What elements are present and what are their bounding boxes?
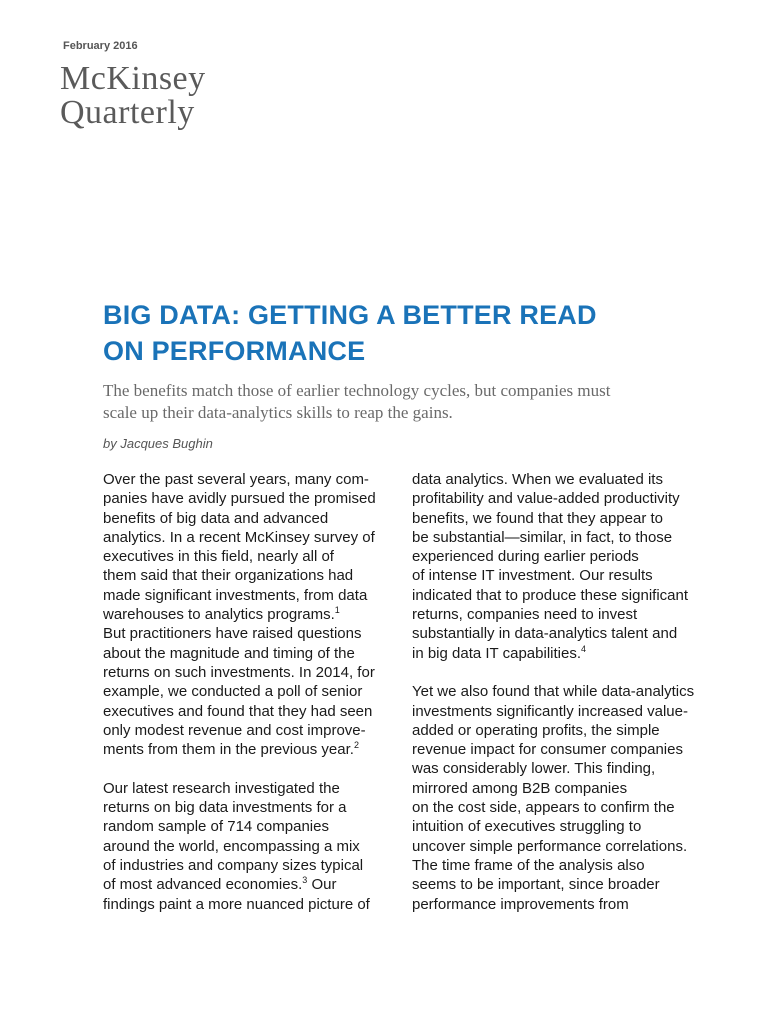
- body-line: Yet we also found that while data-analytics: [412, 683, 695, 701]
- body-text: ments from them in the previous year.: [103, 741, 354, 759]
- body-line: indicated that to produce these significant: [412, 586, 689, 604]
- body-line: returns on such investments. In 2014, for: [103, 663, 375, 681]
- body-line: data analytics. When we evaluated its: [412, 471, 663, 488]
- deck-line-1: The benefits match those of earlier technology cycles, but companies must: [103, 381, 611, 400]
- body-line: of industries and company sizes typical: [103, 856, 364, 874]
- body-text: warehouses to analytics programs.: [103, 606, 335, 624]
- body-line: only modest revenue and cost improve-: [103, 721, 366, 739]
- footnote-ref-2: 2: [353, 740, 359, 751]
- body-line: panies have avidly pursued the promised: [103, 490, 376, 508]
- article-title: [103, 297, 723, 369]
- body-line: [103, 740, 413, 759]
- body-line: revenue impact for consumer companies: [412, 741, 683, 759]
- body-line: executives and found that they had seen: [103, 702, 373, 720]
- body-line: executives in this field, nearly all of: [103, 548, 334, 566]
- body-line: [412, 644, 722, 663]
- body-line: random sample of 714 companies: [103, 818, 329, 836]
- body-line: benefits, we found that they appear to: [412, 509, 664, 527]
- body-line: [103, 605, 413, 624]
- body-line: on the cost side, appears to confirm the: [412, 799, 675, 817]
- body-line: [103, 875, 413, 894]
- paragraph-break: [103, 759, 413, 778]
- body-column-left: [103, 470, 413, 914]
- body-text: of most advanced economies.: [103, 876, 303, 894]
- body-line: findings paint a more nuanced picture of: [103, 895, 370, 913]
- body-line: substantially in data-analytics talent and: [412, 625, 678, 643]
- body-line: profitability and value-added productivity: [412, 490, 680, 508]
- body-line: around the world, encompassing a mix: [103, 837, 360, 855]
- body-line: be substantial—similar, in fact, to those: [412, 528, 673, 546]
- publication-logo: [60, 62, 206, 130]
- paragraph-break: [412, 663, 722, 682]
- footnote-ref-3: 3: [302, 875, 308, 886]
- body-line: investments significantly increased value-: [412, 702, 688, 720]
- body-line: of intense IT investment. Our results: [412, 567, 653, 585]
- body-line: returns on big data investments for a: [103, 799, 347, 817]
- body-line: The time frame of the analysis also: [412, 856, 645, 874]
- body-line: added or operating profits, the simple: [412, 721, 660, 739]
- body-line: But practitioners have raised questions: [103, 625, 362, 643]
- body-line: benefits of big data and advanced: [103, 509, 329, 527]
- body-line: returns, companies need to invest: [412, 606, 638, 624]
- body-line: mirrored among B2B companies: [412, 779, 628, 797]
- deck-line-2: scale up their data-analytics skills to reap the gains.: [103, 403, 453, 422]
- footnote-ref-1: 1: [334, 605, 340, 616]
- article-deck: [103, 380, 723, 424]
- body-line: performance improvements from: [412, 895, 629, 913]
- body-line: intuition of executives struggling to: [412, 818, 642, 836]
- body-line: about the magnitude and timing of the: [103, 644, 355, 662]
- body-column-right: [412, 470, 722, 914]
- body-line: Over the past several years, many com-: [103, 471, 369, 488]
- body-text: in big data IT capabilities.: [412, 644, 581, 662]
- footnote-ref-4: 4: [581, 643, 587, 654]
- article-title-line-1: BIG DATA: GETTING A BETTER READ: [103, 300, 597, 330]
- body-line: analytics. In a recent McKinsey survey of: [103, 528, 375, 546]
- body-line: example, we conducted a poll of senior: [103, 683, 363, 701]
- body-text: Our: [307, 876, 337, 894]
- logo-line-mckinsey: McKinsey: [60, 60, 206, 97]
- body-line: was considerably lower. This finding,: [412, 760, 656, 778]
- author-byline: by Jacques Bughin: [103, 436, 213, 451]
- body-line: experienced during earlier periods: [412, 548, 639, 566]
- body-line: made significant investments, from data: [103, 586, 368, 604]
- body-line: Our latest research investigated the: [103, 779, 340, 797]
- body-line: them said that their organizations had: [103, 567, 354, 585]
- body-line: uncover simple performance correlations.: [412, 837, 688, 855]
- logo-line-quarterly: Quarterly: [60, 94, 195, 131]
- body-line: seems to be important, since broader: [412, 876, 660, 894]
- issue-date: February 2016: [63, 40, 138, 52]
- article-title-line-2: ON PERFORMANCE: [103, 336, 366, 366]
